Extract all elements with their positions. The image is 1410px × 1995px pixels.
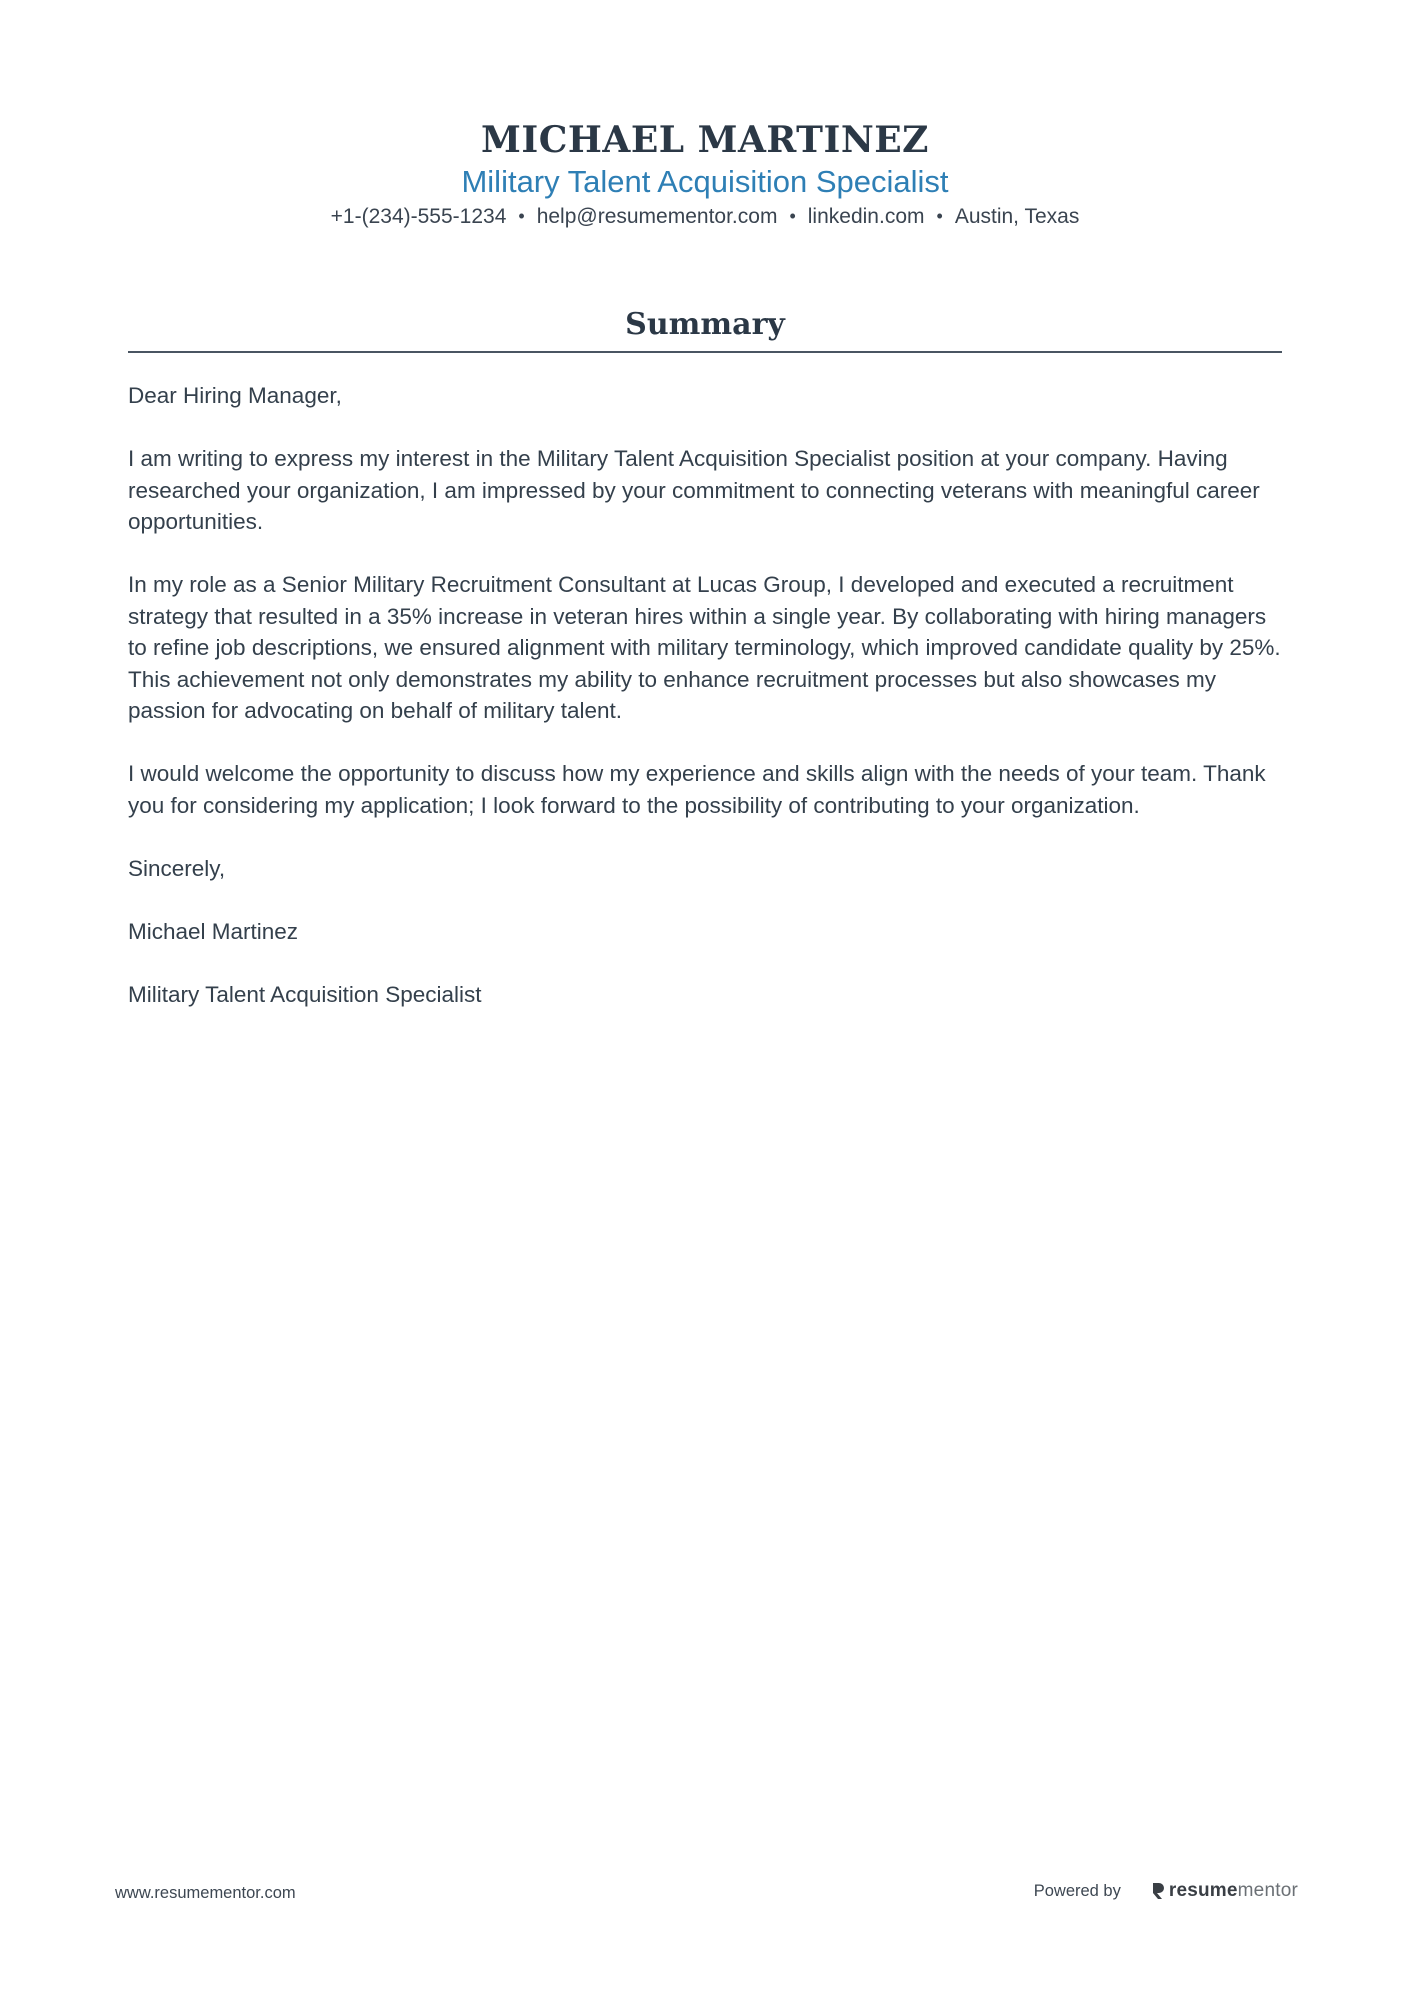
section-divider — [128, 351, 1282, 353]
section-heading — [128, 304, 1282, 346]
footer-branding — [1034, 1880, 1298, 1902]
brand-logo-icon — [1151, 1881, 1165, 1901]
contact-location: Austin, Texas — [954, 205, 1080, 228]
signature-name: Michael Martinez — [128, 918, 299, 944]
contact-separator: • — [789, 206, 796, 226]
brand-name-part1: resume — [1168, 1880, 1238, 1901]
letter-paragraph: I would welcome the opportunity to discuss how my experience and skills align with the needs of your team. Thank you for considering my application; I look forward to the possibility of contributing to your organization. — [128, 761, 1266, 818]
contact-line — [0, 202, 1410, 232]
letter-paragraph: I am writing to express my interest in the Military Talent Acquisition Specialist position at your company. Having researched your organization, I am impressed by your commitment to connecting veterans with meaningful career opportunities. — [128, 446, 1260, 534]
footer-website: www.resumementor.com — [115, 1884, 296, 1902]
contact-email: help@resumementor.com — [536, 205, 778, 228]
applicant-title: Military Talent Acquisition Specialist — [461, 164, 949, 199]
contact-phone: +1-(234)-555-1234 — [330, 205, 507, 228]
letter-body — [128, 380, 1288, 1042]
contact-linkedin: linkedin.com — [807, 205, 925, 228]
signature-title: Military Talent Acquisition Specialist — [128, 981, 482, 1007]
header — [0, 118, 1410, 232]
brand-name-part2: mentor — [1237, 1880, 1298, 1901]
applicant-name: MICHAEL MARTINEZ — [481, 119, 929, 161]
letter-closing: Sincerely, — [128, 855, 226, 881]
contact-separator: • — [936, 206, 943, 226]
contact-separator: • — [518, 206, 525, 226]
letter-salutation: Dear Hiring Manager, — [128, 383, 342, 408]
section-title: Summary — [625, 307, 785, 342]
powered-by-label: Powered by — [1033, 1881, 1121, 1900]
brand-logo — [1151, 1880, 1298, 1902]
letter-paragraph: In my role as a Senior Military Recruitment Consultant at Lucas Group, I developed and executed a recruitment strategy that resulted in a 35% increase in veteran hires within a single year. By collaborating with hiring managers to refine job descriptions, we ensured alignment with military terminology, which improved candidate quality by 25%. This achievement not only demonstrates my ability to enhance recruitment processes but also showcases my passion for advocating on behalf of military talent. — [128, 572, 1281, 723]
